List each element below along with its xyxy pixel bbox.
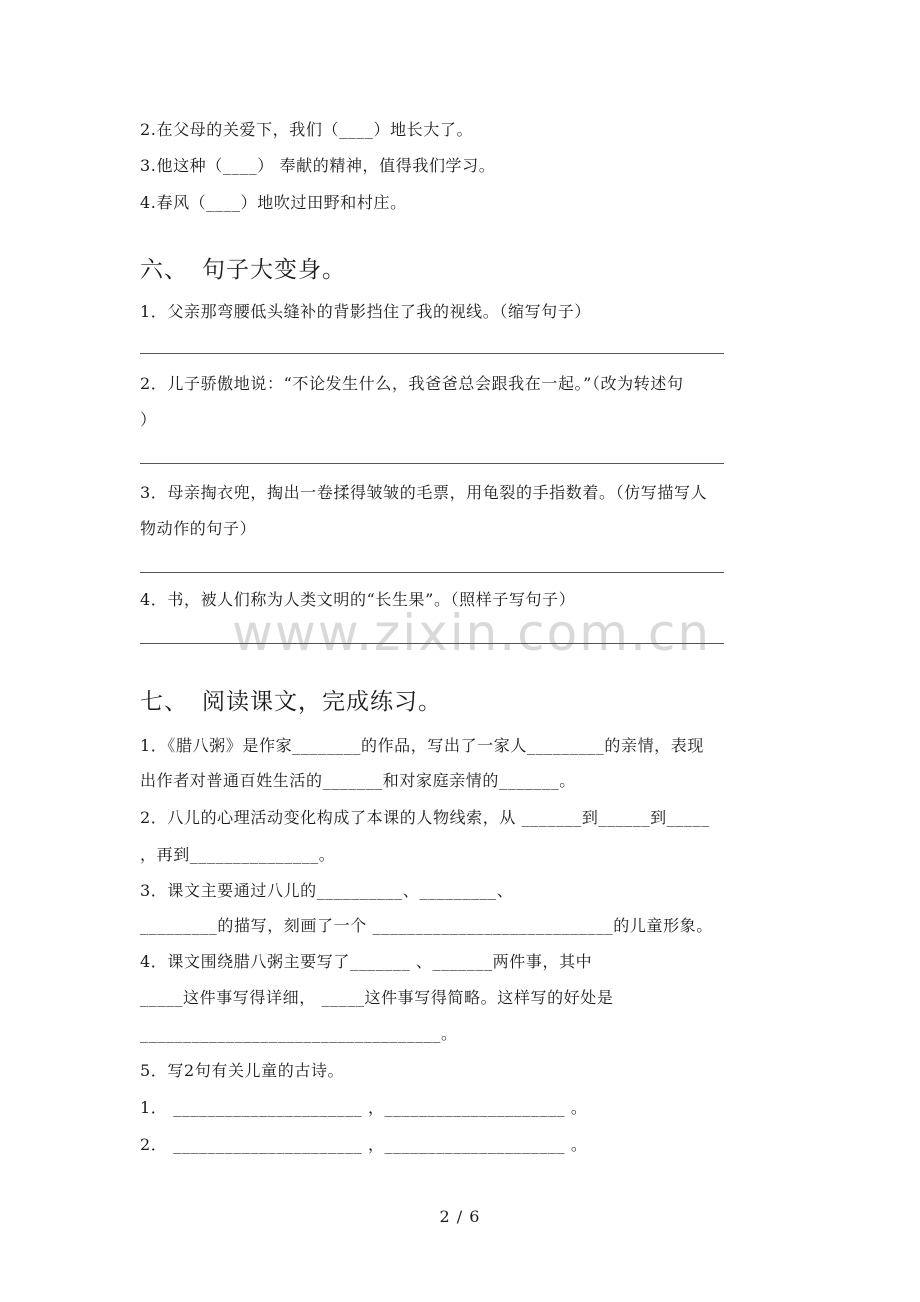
section-number: 七、	[140, 689, 188, 715]
watermark: www.zixin.com.cn	[232, 604, 712, 662]
exercise-line: 3.他这种（____） 奉献的精神，值得我们学习。	[140, 156, 496, 175]
section-heading-7	[140, 688, 442, 716]
section-number: 六、	[140, 257, 188, 283]
question-text: 4．课文围绕腊八粥主要写了_______ 、_______两件事，其中	[140, 952, 593, 971]
exercise-line: 2.在父母的关爱下，我们（____）地长大了。	[140, 120, 474, 139]
question-text: _____这件事写得详细， _____这件事写得简略。这样写的好处是	[140, 988, 614, 1007]
poem-answer-line: 2． ______________________ ，_____________________ 。	[140, 1135, 588, 1154]
question-text: 物动作的句子）	[140, 519, 257, 538]
question-text: _________的描写，刻画了一个 ____________________________的儿童形象。	[140, 916, 713, 935]
question-text: ___________________________________。	[140, 1024, 458, 1043]
answer-line	[140, 353, 724, 354]
exercise-line: 4.春风（____）地吹过田野和村庄。	[140, 193, 407, 212]
question-text: 1．《腊八粥》是作家________的作品，写出了一家人_________的亲情，表现	[140, 736, 704, 755]
poem-answer-line: 1． ______________________ ，_____________________ 。	[140, 1098, 588, 1117]
question-text: 2．八儿的心理活动变化构成了本课的人物线索，从 _______到______到_____	[140, 808, 710, 827]
question-text: ，再到_______________。	[140, 845, 336, 864]
answer-line	[140, 463, 724, 464]
section-title: 阅读课文，完成练习。	[202, 689, 442, 715]
question-text: 2．儿子骄傲地说：“不论发生什么，我爸爸总会跟我在一起。”（改为转述句	[140, 374, 684, 393]
question-text: 3．母亲掏衣兜，掏出一卷揉得皱皱的毛票，用龟裂的手指数着。（仿写描写人	[140, 483, 708, 502]
question-text: ）	[140, 410, 157, 429]
question-text: 3．课文主要通过八儿的__________、_________、	[140, 881, 514, 900]
page-number: 2 / 6	[439, 1207, 481, 1226]
question-text: 1．父亲那弯腰低头缝补的背影挡住了我的视线。（缩写句子）	[140, 302, 591, 321]
question-text: 4．书，被人们称为人类文明的“长生果”。（照样子写句子）	[140, 590, 576, 609]
section-heading-6	[140, 256, 346, 284]
section-title: 句子大变身。	[202, 257, 346, 283]
answer-line	[140, 643, 724, 644]
question-text: 5．写2句有关儿童的古诗。	[140, 1061, 345, 1080]
answer-line	[140, 572, 724, 573]
question-text: 出作者对普通百姓生活的_______和对家庭亲情的_______。	[140, 771, 576, 790]
